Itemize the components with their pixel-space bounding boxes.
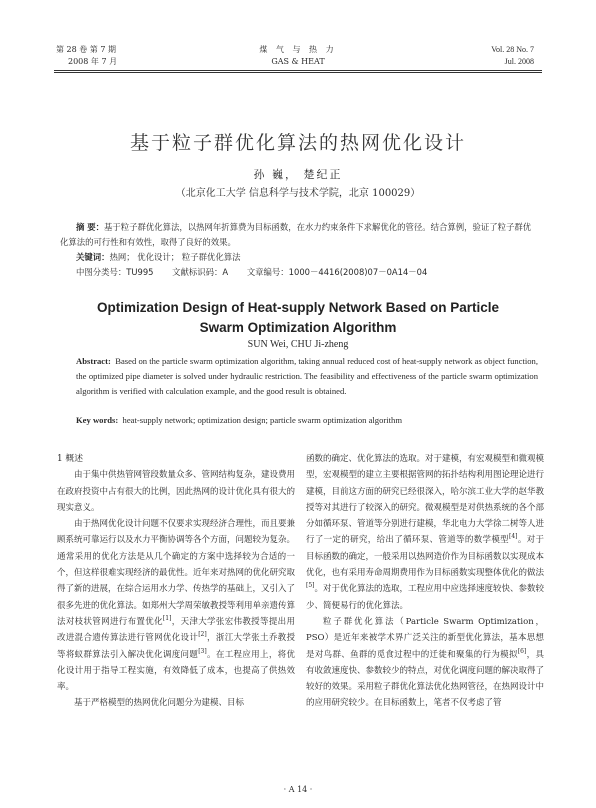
journal-name-en: GAS & HEAT [271, 57, 325, 66]
abstract-en-text: Based on the particle swarm optimization algorithm, taking annual reduced cost of heat-supply network as object function, the optimized pipe diameter is solved under hydraulic restriction. The feasibility and effectiveness of the particle swarm optimization algorithm is verified with calculation example, and the good result is obtained. [76, 356, 538, 396]
abstract-cn [60, 220, 538, 265]
authors-cn: 孙 巍， 楚纪正 [253, 168, 343, 181]
abstract-cn-label: 摘 要： [76, 222, 105, 232]
body-column-right [306, 451, 544, 712]
abstract-en [76, 354, 538, 399]
paper-title-cn: 基于粒子群优化算法的热网优化设计 [129, 132, 466, 154]
issue-date: 2008 年 7 月 [68, 57, 118, 66]
title-en-line2: Swarm Optimization Algorithm [199, 320, 397, 335]
header-rule-thin [54, 72, 542, 73]
keywords-en-text: heat-supply network; optimization design; particle swarm optimization algorithm [122, 415, 403, 425]
affiliation-cn: （北京化工大学 信息科学与技术学院，北京 100029） [175, 188, 421, 199]
keywords-en [76, 415, 538, 425]
citation: [5] [306, 582, 315, 590]
authors-en: SUN Wei, CHU Ji-zheng [247, 339, 349, 350]
body-column-left [57, 451, 295, 712]
citation: [1] [162, 615, 172, 623]
classification-line [76, 266, 443, 278]
body-paragraph: 粒子群优化算法（Particle Swarm Optimization，PSO）是近年来被学术界广泛关注的新型优化算法，基本思想是对鸟群、鱼群的觅食过程中的迁徙和聚集的行为模拟[6]，具有收敛速度快、参数较少的特点，对优化调度问题的解决取得了较好的效果。采用粒子群优化算法优化热网管径，在热网设计中的应用研究较少。在目标函数上，笔者不仅考虑了管 [306, 616, 545, 709]
journal-name-cn: 煤 气 与 热 力 [259, 45, 337, 54]
citation: [2] [198, 631, 207, 639]
keywords-en-label: Key words: [76, 415, 119, 425]
volume-issue-en: Vol. 28 No. 7 [491, 45, 534, 54]
title-en-line1: Optimization Design of Heat-supply Network Based on Particle [96, 300, 500, 315]
article-number: 文章编号：1000－4416(2008)07－0A14－04 [246, 267, 428, 277]
citation: [6] [517, 647, 527, 655]
document-code: 文献标识码：A [172, 267, 229, 277]
issue-date-en: Jul. 2008 [504, 57, 534, 66]
body-paragraph: 函数的确定、优化算法的选取。对于建模，有宏观模型和微观模型，宏观模型的建立主要根据管网的拓扑结构利用图论理论进行建模，目前这方面的研究已经很深入，哈尔滨工业大学的赵华教授等对其进行了较深入的研究。微观模型是对供热系统的各个部分如循环泵、管道等分别进行建模，华北电力大学徐二树等人进行了一定的研究，给出了循环泵、管道等的数学模型[4]。对于目标函数的确定，一般采用以热网造价作为目标函数以实现成本优化，也有采用寿命周期费用作为目标函数实现整体优化的做法[5]。对于优化算法的选取，工程应用中应选择速度较快、参数较少、简便易行的优化算法。 [306, 454, 545, 611]
header-rule [54, 70, 542, 71]
abstract-cn-text: 基于粒子群优化算法，以热网年折算费为目标函数，在水力约束条件下求解优化的管径。结合算例，验证了粒子群优化算法的可行性和有效性，取得了良好的效果。 [60, 222, 532, 247]
volume-issue: 第 28 卷 第 7 期 [56, 45, 116, 54]
section-heading: 1 概述 [57, 454, 83, 464]
keywords-cn-label: 关键词： [76, 252, 110, 262]
journal-volume-info-en [491, 44, 534, 68]
paper-title-en [0, 298, 596, 338]
body-paragraph: 基于严格模型的热网优化问题分为建模、目标 [74, 698, 245, 709]
body-paragraph: 由于集中供热管网管段数量众多、管网结构复杂，建设费用在政府投资中占有很大的比例，因此热网的设计优化具有很大的现实意义。 [57, 470, 296, 513]
citation: [3] [198, 647, 207, 655]
page-number: · A 14 · [283, 785, 313, 794]
clc-number: 中图分类号：TU995 [76, 267, 154, 277]
abstract-en-label: Abstract: [76, 356, 111, 366]
body-paragraph: 由于热网优化设计问题不仅要求实现经济合理性，而且要兼顾系统可靠运行以及水力平衡协调等各个方面，问题较为复杂。通常采用的优化方法是从几个确定的方案中选择较为合适的一个，但这样很难实现经济的最优性。近年来对热网的优化研究取得了新的进展，在综合运用水力学、传热学的基础上，又引入了很多先进的优化算法。如郑州大学周荣敏教授等利用单亲遗传算法对枝状管网进行布置优化[1]，天津大学张宏伟教授等提出用改进混合遗传算法进行管网优化设计[2]，浙江大学张土乔教授等将蚁群算法引入解决优化调度问题[3]。在工程应用上，将优化设计用于指导工程实施，有效降低了成本，也提高了供热效率。 [57, 519, 296, 693]
citation: [4] [509, 533, 518, 541]
keywords-cn-text: 热网； 优化设计； 粒子群优化算法 [109, 252, 241, 262]
